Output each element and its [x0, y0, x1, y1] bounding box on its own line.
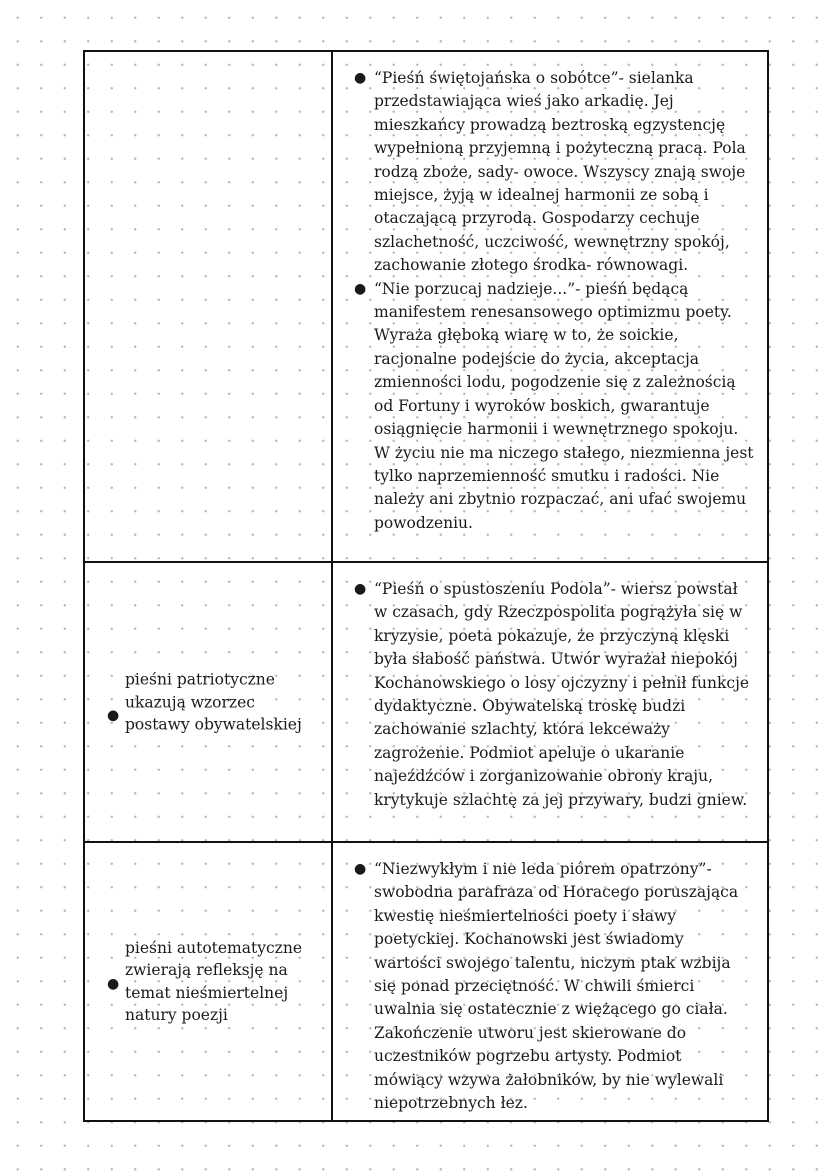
- item-text: “Nie porzucaj nadzieje...”- pieśń będącą manifestem renesansowego optimizmu poety. Wyraża głęboką wiarę w to, że soickie, racjonalne podejście do życia, akceptacja zmienności lodu, pogodzenie się z zależnością od Fortuny i wyroków boskich, gwarantuje osiągnięcie harmonii i wewnętrznego spokoju. W życiu nie ma niczego stałego, niezmienna jest tylko naprzemienność smutku i radości. Nie należy ani zbytnio rozpaczać, ani ufać swojemu powodzeniu.: [374, 279, 754, 532]
- category-item: [103, 668, 323, 736]
- bullet-item: [353, 278, 755, 535]
- row-1-content-cell: [333, 52, 767, 563]
- row-2-category-cell: [85, 563, 333, 843]
- row-3-category-cell: [85, 843, 333, 1120]
- row-2-content-cell: [333, 563, 767, 843]
- bullet-dot-icon: ●: [107, 975, 120, 992]
- category-text: pieśni autotematyczne zwierają refleksję na temat nieśmiertelnej natury poezji: [125, 938, 302, 1024]
- bullet-dot-icon: ●: [354, 861, 367, 877]
- row-3-content-cell: [333, 843, 767, 1120]
- notes-table: [83, 50, 769, 1122]
- bullet-dot-icon: ●: [107, 707, 120, 724]
- bullet-dot-icon: ●: [354, 581, 367, 597]
- item-text: “Pieśń świętojańska o sobótce”- sielanka przedstawiająca wieś jako arkadię. Jej mieszkańcy prowadzą beztroską egzystencję wypełnioną przyjemną i pożyteczną pracą. Pola rodzą zboże, sady- owoce. Wszyscy znają swoje miejsce, żyją w idealnej harmonii ze sobą i otaczającą przyrodą. Gospodarzy cechuje szlachetność, uczciwość, wewnętrzny spokój, zachowanie złotego środka- równowagi.: [374, 69, 746, 275]
- bullet-dot-icon: ●: [354, 70, 367, 86]
- category-text: pieśni patriotyczne ukazują wzorzec postawy obywatelskiej: [125, 670, 302, 734]
- item-text: “Pieśń o spustoszeniu Podola”- wiersz powstał w czasach, gdy Rzeczpospolita pogrążyła się w kryzysie, poeta pokazuje, że przyczyną klęski była słabość państwa. Utwór wyrażał niepokój Kochanowskiego o losy ojczyzny i pełnił funkcje dydaktyczne. Obywatelską troskę budzi zachowanie szlachty, która lekceważy zagrożenie. Podmiot apeluje o ukaranie najeźdźców i zorganizowanie obrony kraju, krytykuje szlachtę za jej przywary, budzi gniew.: [374, 580, 750, 809]
- bullet-item: [353, 578, 755, 812]
- row-1-category-cell: [85, 52, 333, 563]
- item-text: “Niezwykłym i nie leda piórem opatrzony”- swobodna parafraza od Horacego poruszająca kwestię nieśmiertelności poety i sławy poetyckiej. Kochanowski jest świadomy wartości swojego talentu, niczym ptak wzbija się ponad przeciętność. W chwili śmierci uwalnia się ostatecznie z więżącego go ciała. Zakończenie utworu jest skierowane do uczestników pogrzebu artysty. Podmiot mówiący wzywa żałobników, by nie wylewali niepotrzebnych łez.: [374, 860, 739, 1113]
- bullet-dot-icon: ●: [354, 280, 367, 297]
- bullet-item: [353, 858, 755, 1115]
- category-item: [103, 937, 323, 1027]
- bullet-item: [353, 67, 755, 278]
